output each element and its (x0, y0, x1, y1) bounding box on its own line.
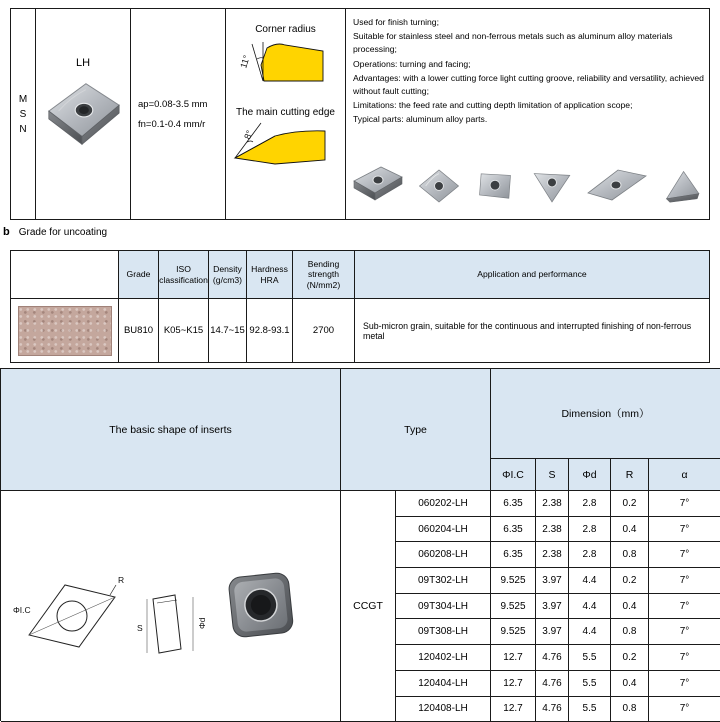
alpha-cell: 7° (649, 619, 720, 645)
insert-code-cell (36, 9, 131, 219)
application-header: Application and performance (355, 251, 709, 298)
ccgt-insert-photo-icon (223, 565, 299, 647)
lh-insert-photo-icon (41, 75, 125, 155)
d-cell-value: 4.4 (569, 619, 611, 645)
type-code-cell: 060202-LH (396, 491, 491, 517)
d-cell-value: 4.4 (569, 568, 611, 594)
col-header-ic: ΦI.C (491, 459, 536, 491)
description-line: Advantages: with a lower cutting force light cutting groove, reliability and versatility, achieved without fault cutting; (353, 72, 704, 98)
d-cell-value: 2.8 (569, 542, 611, 568)
s-cell: 2.38 (536, 517, 569, 543)
insert-code-label: LH (76, 57, 90, 69)
d-cell-value: 4.4 (569, 594, 611, 620)
ic-cell: 9.525 (491, 594, 536, 620)
alpha-cell: 7° (649, 671, 720, 697)
col-header-alpha: α (649, 459, 720, 491)
ic-cell: 6.35 (491, 517, 536, 543)
insert-overview-panel (10, 8, 710, 220)
corner-radius-angle-label: 11° (238, 54, 251, 70)
type-code-cell: 060204-LH (396, 517, 491, 543)
r-cell: 0.2 (611, 568, 649, 594)
density-value: 14.7~15 (209, 299, 247, 362)
s-cell: 2.38 (536, 542, 569, 568)
ic-cell: 12.7 (491, 671, 536, 697)
r-cell: 0.4 (611, 594, 649, 620)
cutting-parameters-cell (131, 9, 226, 219)
pointed-diamond-insert-icon (586, 163, 648, 209)
r-cell: 0.2 (611, 491, 649, 517)
grade-image-header-cell (11, 251, 119, 298)
r-cell: 0.8 (611, 619, 649, 645)
drawing-s-label: S (137, 623, 143, 633)
type-code-cell: 060208-LH (396, 542, 491, 568)
grade-sample-cell (11, 299, 119, 362)
r-cell: 0.4 (611, 517, 649, 543)
diamond-insert-icon (415, 163, 463, 209)
insert-shape-thumbnails (351, 157, 704, 215)
type-code-cell: 120404-LH (396, 671, 491, 697)
ic-cell: 12.7 (491, 645, 536, 671)
ic-cell: 6.35 (491, 491, 536, 517)
drawing-ic-label: ΦI.C (13, 605, 31, 615)
alpha-cell: 7° (649, 542, 720, 568)
d-cell-value: 2.8 (569, 491, 611, 517)
s-cell: 4.76 (536, 697, 569, 722)
alpha-cell: 7° (649, 491, 720, 517)
iso-classification-value: K05~K15 (159, 299, 209, 362)
insert-technical-drawing (13, 569, 219, 684)
corner-radius-title: Corner radius (255, 24, 316, 35)
s-cell: 3.97 (536, 619, 569, 645)
section-title: Grade for uncoating (19, 227, 107, 238)
type-group-cell: CCGT (341, 491, 396, 722)
main-cutting-edge-diagram-icon (227, 118, 345, 192)
alpha-cell: 7° (649, 594, 720, 620)
corner-radius-diagram-icon (227, 35, 345, 105)
hardness-value: 92.8-93.1 (247, 299, 293, 362)
type-code-cell: 09T304-LH (396, 594, 491, 620)
parallelogram-insert-icon (351, 163, 405, 209)
col-header-d: Φd (569, 459, 611, 491)
grade-sample-image (18, 306, 112, 356)
drawing-r-label: R (118, 575, 124, 585)
type-code-cell: 120408-LH (396, 697, 491, 722)
square-insert-icon (473, 163, 517, 209)
description-line: Used for finish turning; (353, 16, 704, 29)
ic-cell: 6.35 (491, 542, 536, 568)
ic-cell: 9.525 (491, 619, 536, 645)
triangle-flat-insert-icon (658, 163, 704, 209)
d-cell-value: 2.8 (569, 517, 611, 543)
s-cell: 3.97 (536, 594, 569, 620)
s-cell: 4.76 (536, 645, 569, 671)
alpha-cell: 7° (649, 568, 720, 594)
geometry-diagrams-cell (226, 9, 346, 219)
dimension-group-header: Dimension（mm） (491, 369, 720, 459)
type-code-cell: 120402-LH (396, 645, 491, 671)
triangle-insert-icon (528, 163, 576, 209)
fn-parameter: fn=0.1-0.4 mm/r (138, 119, 225, 130)
s-cell: 4.76 (536, 671, 569, 697)
type-code-cell: 09T302-LH (396, 568, 491, 594)
description-line: Typical parts: aluminum alloy parts. (353, 113, 704, 126)
grade-value: BU810 (119, 299, 159, 362)
grade-header: Grade (119, 251, 159, 298)
application-description-cell (346, 9, 709, 219)
side-letter: S (20, 109, 27, 120)
type-column-header: Type (341, 369, 491, 491)
r-cell: 0.8 (611, 542, 649, 568)
side-letter: N (19, 124, 26, 135)
side-letter: M (19, 94, 27, 105)
col-header-s: S (536, 459, 569, 491)
grade-table-data-row (11, 298, 709, 362)
type-code-cell: 09T308-LH (396, 619, 491, 645)
drawing-d-label: Φd (197, 617, 207, 629)
d-cell-value: 5.5 (569, 671, 611, 697)
shape-drawing-cell (1, 491, 341, 722)
d-cell-value: 5.5 (569, 697, 611, 722)
main-cutting-edge-title: The main cutting edge (236, 107, 335, 118)
ic-cell: 9.525 (491, 568, 536, 594)
s-cell: 3.97 (536, 568, 569, 594)
grade-table (10, 250, 710, 363)
section-b-heading (3, 226, 107, 238)
description-line: Limitations: the feed rate and cutting depth limitation of application scope; (353, 99, 704, 112)
density-header: Density (g/cm3) (209, 251, 247, 298)
d-cell-value: 5.5 (569, 645, 611, 671)
r-cell: 0.4 (611, 671, 649, 697)
description-line: Suitable for stainless steel and non-ferrous metals such as aluminum alloy materials processing; (353, 30, 704, 56)
ap-parameter: ap=0.08-3.5 mm (138, 99, 225, 110)
hardness-header: Hardness HRA (247, 251, 293, 298)
shape-column-header: The basic shape of inserts (1, 369, 341, 491)
r-cell: 0.2 (611, 645, 649, 671)
alpha-cell: 7° (649, 517, 720, 543)
r-cell: 0.8 (611, 697, 649, 722)
main-cutting-edge-angle-label: 8° (242, 129, 255, 141)
section-index: b (3, 226, 10, 238)
dimension-table (0, 368, 720, 721)
ic-cell: 12.7 (491, 697, 536, 722)
s-cell: 2.38 (536, 491, 569, 517)
application-value: Sub-micron grain, suitable for the continuous and interrupted finishing of non-ferrous metal (355, 299, 709, 362)
alpha-cell: 7° (649, 697, 720, 722)
iso-classification-header: ISO classification (159, 251, 209, 298)
alpha-cell: 7° (649, 645, 720, 671)
col-header-r: R (611, 459, 649, 491)
bending-strength-value: 2700 (293, 299, 355, 362)
bending-strength-header: Bending strength (N/mm2) (293, 251, 355, 298)
description-line: Operations: turning and facing; (353, 58, 704, 71)
grade-table-header-row (11, 251, 709, 298)
iso-class-side-label (11, 9, 36, 219)
